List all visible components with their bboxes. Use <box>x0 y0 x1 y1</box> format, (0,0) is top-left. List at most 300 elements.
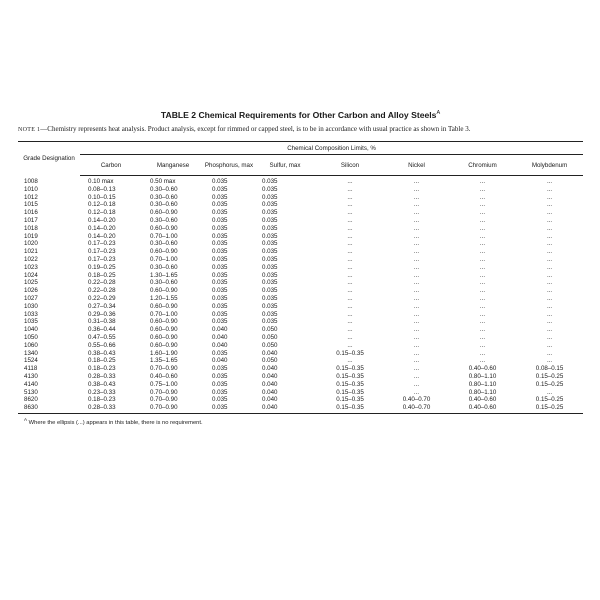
cell-carbon: 0.36–0.44 <box>88 326 116 334</box>
cell-carbon: 0.18–0.25 <box>88 357 116 365</box>
cell-sulfur: 0.035 <box>262 201 278 209</box>
cell-chromium: ... <box>479 333 486 341</box>
cell-carbon: 0.14–0.20 <box>88 224 116 232</box>
cell-carbon: 0.27–0.34 <box>88 302 116 310</box>
cell-chromium: 0.40–0.60 <box>449 404 516 413</box>
cell-molybdenum: ... <box>546 216 553 224</box>
cell-chromium: 0.80–1.10 <box>468 380 497 388</box>
cell-carbon: 0.28–0.33 <box>88 372 116 380</box>
chemical-requirements-table <box>18 141 583 414</box>
cell-manganese: 0.30–0.60 <box>150 279 178 287</box>
cell-carbon: 0.14–0.20 <box>88 232 116 240</box>
cell-molybdenum: ... <box>546 263 553 271</box>
cell-chromium: ... <box>479 271 486 279</box>
cell-manganese: 0.30–0.60 <box>150 185 178 193</box>
cell-carbon: 0.12–0.18 <box>88 209 116 217</box>
cell-sulfur: 0.050 <box>262 357 278 365</box>
header-molybdenum: Molybdenum <box>516 155 583 176</box>
cell-molybdenum: ... <box>546 193 553 201</box>
table-header <box>18 142 583 176</box>
table-row <box>18 256 583 264</box>
cell-carbon: 0.22–0.29 <box>88 294 116 302</box>
footnote-mark: A <box>24 416 28 422</box>
cell-chromium: ... <box>479 209 486 217</box>
header-grade-designation: Grade Designation <box>18 142 80 176</box>
cell-sulfur: 0.035 <box>262 248 278 256</box>
cell-grade: 4140 <box>24 380 38 388</box>
cell-manganese: 0.70–0.90 <box>150 396 178 404</box>
cell-phosphorus: 0.035 <box>212 232 228 240</box>
cell-silicon: 0.15–0.35 <box>336 365 364 373</box>
cell-phosphorus: 0.035 <box>212 372 228 380</box>
cell-silicon: ... <box>347 255 353 263</box>
cell-carbon: 0.18–0.23 <box>88 396 116 404</box>
cell-grade: 1018 <box>24 224 38 232</box>
cell-silicon: ... <box>347 193 353 201</box>
cell-grade: 1060 <box>24 341 38 349</box>
cell-nickel: ... <box>413 365 420 373</box>
cell-silicon: ... <box>347 232 353 240</box>
cell-nickel: ... <box>413 279 420 287</box>
table-row <box>18 248 583 256</box>
cell-phosphorus: 0.040 <box>212 333 228 341</box>
cell-grade: 1022 <box>24 255 38 263</box>
table-row <box>18 272 583 280</box>
cell-chromium: ... <box>479 318 486 326</box>
cell-chromium: ... <box>479 185 486 193</box>
cell-carbon: 0.12–0.18 <box>88 201 116 209</box>
cell-grade: 1033 <box>24 310 38 318</box>
cell-manganese: 1.30–1.65 <box>150 271 178 279</box>
cell-manganese: 1.35–1.65 <box>150 357 178 365</box>
cell-silicon: ... <box>347 263 353 271</box>
table-row <box>18 373 583 381</box>
cell-molybdenum: ... <box>546 326 553 334</box>
cell-phosphorus: 0.035 <box>212 224 228 232</box>
cell-manganese: 0.70–1.00 <box>150 232 178 240</box>
cell-carbon: 0.29–0.36 <box>88 310 116 318</box>
cell-sulfur: 0.035 <box>262 255 278 263</box>
cell-nickel: ... <box>413 287 420 295</box>
cell-sulfur: 0.050 <box>262 341 278 349</box>
cell-grade: 1021 <box>24 248 38 256</box>
cell-silicon: 0.15–0.35 <box>336 396 364 404</box>
cell-sulfur: 0.035 <box>262 294 278 302</box>
cell-carbon: 0.10 max <box>88 178 114 185</box>
cell-sulfur: 0.035 <box>262 287 278 295</box>
table-row <box>18 264 583 272</box>
cell-nickel: ... <box>413 201 420 209</box>
cell-manganese: 0.60–0.90 <box>150 209 178 217</box>
cell-molybdenum: ... <box>546 185 553 193</box>
table-footnote <box>18 417 583 426</box>
cell-nickel: ... <box>413 224 420 232</box>
cell-grade: 8620 <box>24 396 38 404</box>
table-row <box>18 217 583 225</box>
cell-sulfur: 0.035 <box>262 302 278 310</box>
cell-chromium: ... <box>479 294 486 302</box>
header-silicon: Silicon <box>316 155 384 176</box>
cell-nickel: ... <box>413 255 420 263</box>
header-carbon: Carbon <box>80 155 142 176</box>
cell-sulfur: 0.040 <box>262 396 278 404</box>
table-row <box>18 350 583 358</box>
cell-sulfur: 0.035 <box>262 263 278 271</box>
table-row <box>18 365 583 373</box>
cell-nickel: ... <box>413 310 420 318</box>
cell-chromium: ... <box>479 263 486 271</box>
cell-nickel: ... <box>413 271 420 279</box>
cell-phosphorus: 0.035 <box>212 279 228 287</box>
cell-sulfur: 0.050 <box>262 326 278 334</box>
table-title <box>18 110 583 120</box>
table-row <box>18 225 583 233</box>
cell-molybdenum: ... <box>546 294 553 302</box>
cell-phosphorus: 0.035 <box>212 310 228 318</box>
cell-phosphorus: 0.035 <box>212 201 228 209</box>
cell-sulfur: 0.040 <box>262 365 278 373</box>
cell-sulfur: 0.035 <box>262 310 278 318</box>
cell-silicon: ... <box>347 310 353 318</box>
cell-molybdenum: ... <box>546 388 553 396</box>
cell-silicon: ... <box>347 216 353 224</box>
cell-molybdenum: ... <box>546 333 553 341</box>
cell-grade: 1008 <box>24 177 38 185</box>
cell-sulfur: 0.040 <box>262 388 278 396</box>
cell-manganese: 0.70–0.90 <box>142 404 204 413</box>
cell-manganese: 0.60–0.90 <box>150 326 178 334</box>
cell-manganese: 1.20–1.55 <box>150 294 178 302</box>
cell-phosphorus: 0.035 <box>212 380 228 388</box>
table-row <box>18 342 583 350</box>
cell-sulfur: 0.035 <box>262 271 278 279</box>
cell-molybdenum: ... <box>546 224 553 232</box>
cell-sulfur: 0.035 <box>262 185 278 193</box>
cell-nickel: ... <box>413 341 420 349</box>
cell-chromium: ... <box>479 310 486 318</box>
cell-silicon: ... <box>347 287 353 295</box>
cell-manganese: 0.30–0.60 <box>150 263 178 271</box>
cell-phosphorus: 0.035 <box>212 193 228 201</box>
cell-silicon: ... <box>347 302 353 310</box>
cell-sulfur: 0.040 <box>262 380 278 388</box>
cell-chromium: ... <box>479 341 486 349</box>
cell-chromium: ... <box>479 349 486 357</box>
cell-carbon: 0.47–0.55 <box>88 333 116 341</box>
cell-molybdenum: 0.15–0.25 <box>535 380 564 388</box>
table-row <box>18 389 583 397</box>
table-row <box>18 303 583 311</box>
cell-manganese: 0.70–0.90 <box>150 388 178 396</box>
cell-grade: 1025 <box>24 279 38 287</box>
cell-chromium: ... <box>479 287 486 295</box>
cell-nickel: ... <box>413 357 420 365</box>
table-row <box>18 404 583 413</box>
cell-nickel: ... <box>413 193 420 201</box>
cell-grade: 1050 <box>24 333 38 341</box>
cell-grade: 1020 <box>24 240 38 248</box>
cell-grade: 1026 <box>24 287 38 295</box>
header-nickel: Nickel <box>384 155 449 176</box>
cell-manganese: 0.50 max <box>150 178 176 185</box>
cell-phosphorus: 0.035 <box>212 185 228 193</box>
cell-sulfur: 0.035 <box>262 209 278 217</box>
cell-phosphorus: 0.040 <box>212 357 228 365</box>
cell-molybdenum: ... <box>546 232 553 240</box>
cell-carbon: 0.55–0.66 <box>88 341 116 349</box>
cell-manganese: 0.60–0.90 <box>150 333 178 341</box>
cell-nickel: ... <box>413 185 420 193</box>
cell-silicon: ... <box>347 240 353 248</box>
cell-chromium: ... <box>479 216 486 224</box>
cell-molybdenum: ... <box>546 178 553 185</box>
cell-silicon: ... <box>347 224 353 232</box>
cell-nickel: ... <box>413 294 420 302</box>
cell-nickel: ... <box>413 209 420 217</box>
cell-silicon: 0.15–0.35 <box>336 380 364 388</box>
cell-manganese: 0.60–0.90 <box>150 248 178 256</box>
cell-molybdenum: ... <box>546 357 553 365</box>
cell-silicon: ... <box>347 294 353 302</box>
table-row <box>18 311 583 319</box>
cell-grade: 8630 <box>18 404 80 413</box>
table-row <box>18 233 583 241</box>
table-row <box>18 357 583 365</box>
cell-carbon: 0.08–0.13 <box>88 185 116 193</box>
cell-molybdenum: 0.15–0.25 <box>535 396 564 404</box>
cell-chromium: ... <box>479 357 486 365</box>
cell-nickel: ... <box>413 380 420 388</box>
cell-phosphorus: 0.035 <box>212 388 228 396</box>
cell-silicon: ... <box>347 248 353 256</box>
cell-chromium: ... <box>479 224 486 232</box>
cell-manganese: 0.60–0.90 <box>150 341 178 349</box>
cell-phosphorus: 0.035 <box>212 318 228 326</box>
cell-sulfur: 0.035 <box>262 193 278 201</box>
cell-phosphorus: 0.035 <box>212 248 228 256</box>
cell-molybdenum: ... <box>546 248 553 256</box>
cell-molybdenum: 0.08–0.15 <box>535 365 564 373</box>
cell-chromium: ... <box>479 255 486 263</box>
cell-manganese: 0.30–0.60 <box>150 240 178 248</box>
cell-chromium: ... <box>479 248 486 256</box>
cell-chromium: ... <box>479 279 486 287</box>
cell-carbon: 0.18–0.23 <box>88 365 116 373</box>
cell-phosphorus: 0.035 <box>212 302 228 310</box>
cell-silicon: ... <box>347 209 353 217</box>
cell-phosphorus: 0.035 <box>204 404 254 413</box>
cell-nickel: ... <box>413 318 420 326</box>
cell-silicon: ... <box>347 333 353 341</box>
cell-manganese: 0.30–0.60 <box>150 216 178 224</box>
cell-nickel: ... <box>413 263 420 271</box>
cell-nickel: ... <box>413 248 420 256</box>
cell-grade: 1016 <box>24 209 38 217</box>
cell-silicon: 0.15–0.35 <box>336 388 364 396</box>
header-manganese: Manganese <box>142 155 204 176</box>
cell-grade: 1030 <box>24 302 38 310</box>
table-row <box>18 240 583 248</box>
cell-phosphorus: 0.035 <box>212 209 228 217</box>
cell-phosphorus: 0.035 <box>212 396 228 404</box>
cell-manganese: 0.70–0.90 <box>150 365 178 373</box>
cell-chromium: 0.40–0.60 <box>468 396 497 404</box>
cell-nickel: ... <box>413 326 420 334</box>
cell-nickel: ... <box>413 302 420 310</box>
cell-phosphorus: 0.035 <box>212 263 228 271</box>
cell-nickel: ... <box>413 232 420 240</box>
note-text: —Chemistry represents heat analysis. Product analysis, except for rimmed or capped steel, is to be in accordance with usual practice as shown in Table 3. <box>40 125 471 133</box>
cell-carbon: 0.38–0.43 <box>88 349 116 357</box>
cell-sulfur: 0.035 <box>262 279 278 287</box>
cell-silicon: ... <box>347 357 353 365</box>
cell-molybdenum: ... <box>546 201 553 209</box>
cell-carbon: 0.10–0.15 <box>88 193 116 201</box>
cell-grade: 1027 <box>24 294 38 302</box>
cell-sulfur: 0.035 <box>262 178 278 185</box>
cell-silicon: 0.15–0.35 <box>316 404 384 413</box>
cell-phosphorus: 0.035 <box>212 255 228 263</box>
cell-manganese: 1.60–1.90 <box>150 349 178 357</box>
table-row <box>18 186 583 194</box>
cell-grade: 1023 <box>24 263 38 271</box>
cell-molybdenum: ... <box>546 341 553 349</box>
cell-manganese: 0.70–1.00 <box>150 255 178 263</box>
cell-grade: 1017 <box>24 216 38 224</box>
table-title-text: TABLE 2 Chemical Requirements for Other Carbon and Alloy Steels <box>160 110 437 120</box>
cell-carbon: 0.28–0.33 <box>80 404 142 413</box>
cell-sulfur: 0.035 <box>262 240 278 248</box>
cell-carbon: 0.17–0.23 <box>88 255 116 263</box>
cell-silicon: ... <box>347 178 353 185</box>
cell-manganese: 0.40–0.60 <box>150 372 178 380</box>
cell-manganese: 0.60–0.90 <box>150 318 178 326</box>
cell-sulfur: 0.035 <box>262 216 278 224</box>
cell-nickel: ... <box>413 333 420 341</box>
cell-nickel: ... <box>413 240 420 248</box>
cell-manganese: 0.70–1.00 <box>150 310 178 318</box>
header-sulfur: Sulfur, max <box>254 155 316 176</box>
cell-grade: 1524 <box>24 357 38 365</box>
cell-chromium: 0.80–1.10 <box>468 388 497 396</box>
cell-molybdenum: 0.15–0.25 <box>516 404 583 413</box>
cell-grade: 1024 <box>24 271 38 279</box>
cell-sulfur: 0.040 <box>262 349 278 357</box>
cell-chromium: 0.80–1.10 <box>468 372 497 380</box>
cell-molybdenum: ... <box>546 310 553 318</box>
cell-carbon: 0.18–0.25 <box>88 271 116 279</box>
cell-chromium: ... <box>479 232 486 240</box>
table-title-footnote-mark: A <box>436 110 441 117</box>
cell-phosphorus: 0.035 <box>212 240 228 248</box>
cell-nickel: 0.40–0.70 <box>402 396 431 404</box>
cell-molybdenum: ... <box>546 209 553 217</box>
cell-carbon: 0.31–0.38 <box>88 318 116 326</box>
cell-nickel: ... <box>413 388 420 396</box>
table-row <box>18 396 583 404</box>
cell-sulfur: 0.050 <box>262 333 278 341</box>
cell-molybdenum: ... <box>546 302 553 310</box>
cell-nickel: ... <box>413 349 420 357</box>
cell-grade: 1015 <box>24 201 38 209</box>
header-phosphorus: Phosphorus, max <box>204 155 254 176</box>
cell-molybdenum: ... <box>546 240 553 248</box>
cell-carbon: 0.17–0.23 <box>88 240 116 248</box>
cell-molybdenum: ... <box>546 279 553 287</box>
cell-silicon: ... <box>347 326 353 334</box>
cell-grade: 1040 <box>24 326 38 334</box>
cell-silicon: ... <box>347 318 353 326</box>
table-row <box>18 287 583 295</box>
cell-carbon: 0.14–0.20 <box>88 216 116 224</box>
cell-grade: 1019 <box>24 232 38 240</box>
cell-grade: 1035 <box>24 318 38 326</box>
header-chromium: Chromium <box>449 155 516 176</box>
table-row <box>18 201 583 209</box>
cell-nickel: 0.40–0.70 <box>384 404 449 413</box>
cell-phosphorus: 0.040 <box>212 326 228 334</box>
header-composition-limits: Chemical Composition Limits, % <box>80 142 583 155</box>
cell-carbon: 0.22–0.28 <box>88 279 116 287</box>
cell-grade: 5130 <box>24 388 38 396</box>
cell-molybdenum: ... <box>546 318 553 326</box>
cell-chromium: ... <box>479 193 486 201</box>
cell-chromium: ... <box>479 178 486 185</box>
cell-manganese: 0.60–0.90 <box>150 287 178 295</box>
table-body <box>18 176 583 414</box>
table-row <box>18 381 583 389</box>
table-row <box>18 194 583 202</box>
cell-phosphorus: 0.035 <box>212 287 228 295</box>
cell-grade: 4130 <box>24 372 38 380</box>
cell-nickel: ... <box>413 178 420 185</box>
cell-molybdenum: ... <box>546 287 553 295</box>
cell-carbon: 0.23–0.33 <box>88 388 116 396</box>
cell-nickel: ... <box>413 372 420 380</box>
cell-carbon: 0.17–0.23 <box>88 248 116 256</box>
cell-chromium: ... <box>479 201 486 209</box>
table-row <box>18 176 583 186</box>
cell-nickel: ... <box>413 216 420 224</box>
table-row <box>18 326 583 334</box>
cell-carbon: 0.38–0.43 <box>88 380 116 388</box>
table-row <box>18 334 583 342</box>
cell-sulfur: 0.040 <box>254 404 316 413</box>
cell-silicon: ... <box>347 279 353 287</box>
cell-carbon: 0.19–0.25 <box>88 263 116 271</box>
table-row <box>18 209 583 217</box>
cell-chromium: ... <box>479 240 486 248</box>
cell-molybdenum: ... <box>546 349 553 357</box>
cell-silicon: 0.15–0.35 <box>336 372 364 380</box>
cell-sulfur: 0.035 <box>262 232 278 240</box>
cell-sulfur: 0.035 <box>262 318 278 326</box>
cell-grade: 1012 <box>24 193 38 201</box>
cell-sulfur: 0.035 <box>262 224 278 232</box>
cell-phosphorus: 0.035 <box>212 271 228 279</box>
cell-phosphorus: 0.035 <box>212 365 228 373</box>
cell-molybdenum: ... <box>546 255 553 263</box>
table-row <box>18 295 583 303</box>
cell-molybdenum: 0.15–0.25 <box>535 372 564 380</box>
footnote-text: Where the ellipsis (...) appears in this table, there is no requirement. <box>28 419 203 426</box>
cell-silicon: ... <box>347 185 353 193</box>
cell-silicon: ... <box>347 201 353 209</box>
cell-phosphorus: 0.035 <box>212 349 228 357</box>
cell-grade: 4118 <box>24 365 38 373</box>
cell-chromium: 0.40–0.60 <box>468 365 497 373</box>
cell-manganese: 0.60–0.90 <box>150 302 178 310</box>
